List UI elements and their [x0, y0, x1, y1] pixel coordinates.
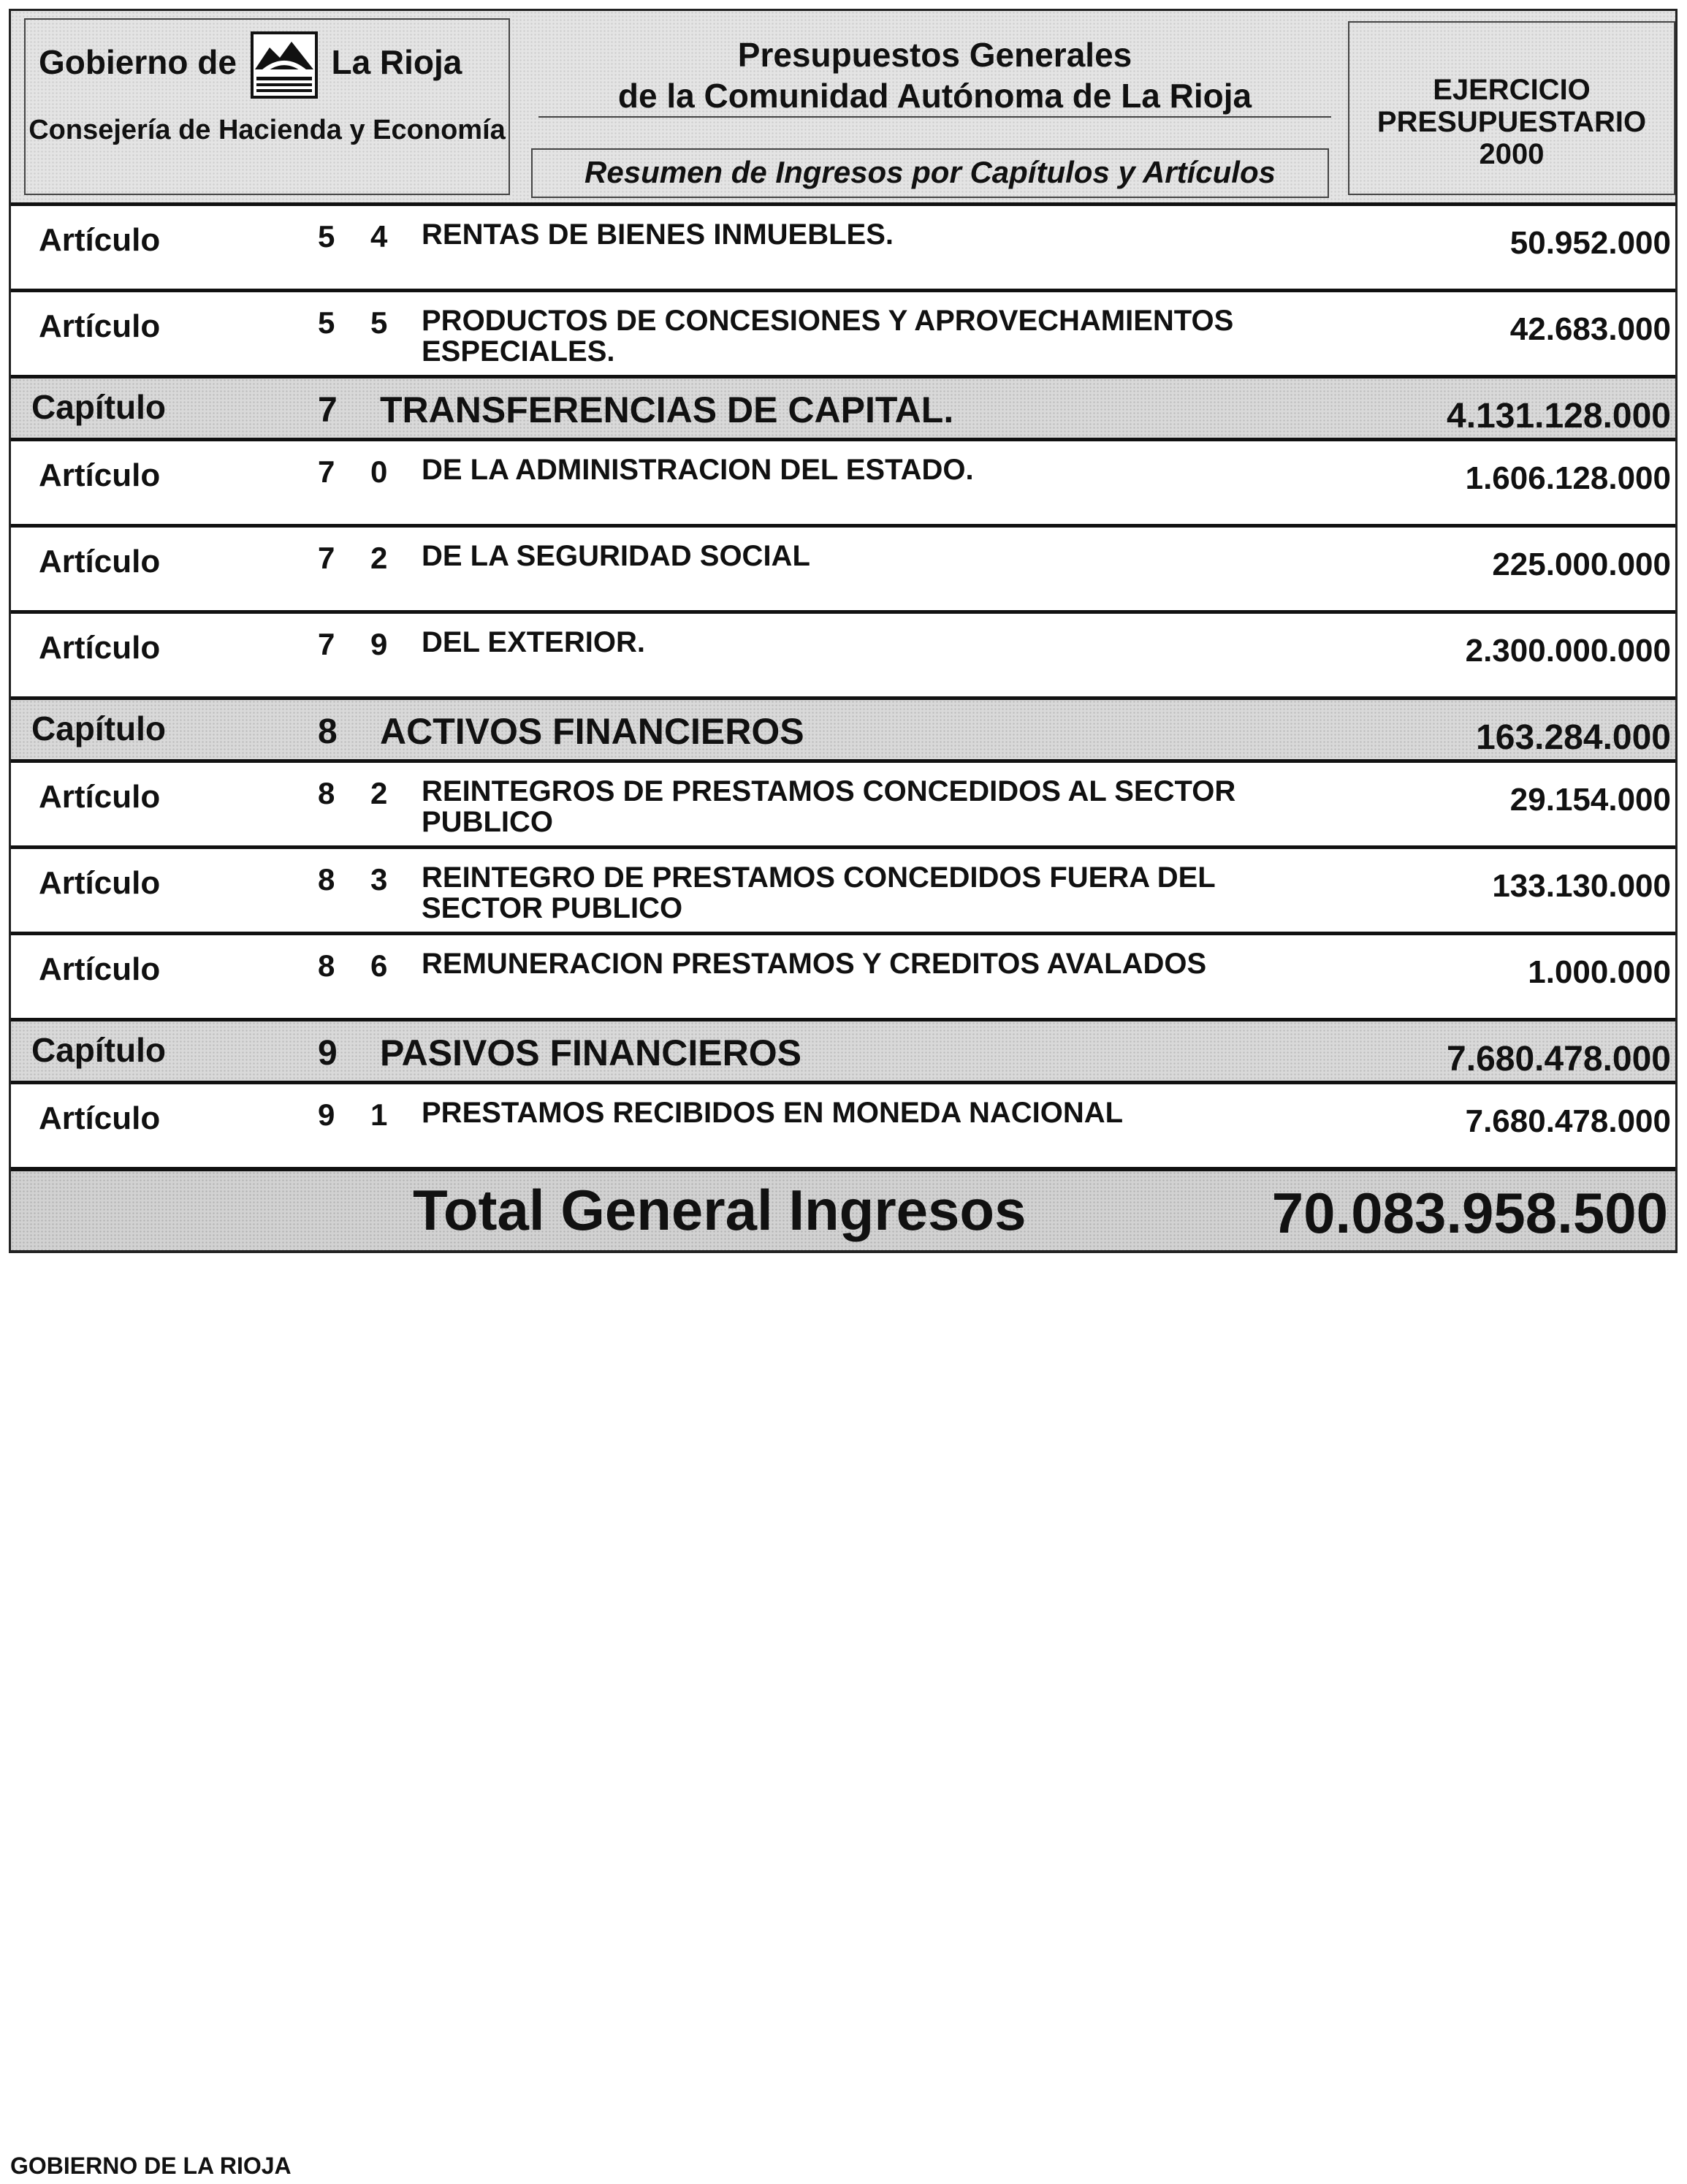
row-description: REINTEGROS DE PRESTAMOS CONCEDIDOS AL SECTOR PUBLICO: [422, 775, 1236, 838]
article-number: 3: [370, 862, 388, 897]
row-label: Capítulo: [31, 1031, 166, 1069]
budget-title-line1: Presupuestos Generales: [737, 36, 1132, 74]
budget-page: [9, 9, 1678, 1253]
fiscal-year-line1: EJERCICIO: [1433, 74, 1591, 106]
chapter-number: 8: [318, 712, 338, 751]
row-description: PASIVOS FINANCIEROS: [380, 1032, 801, 1073]
row-label: Capítulo: [31, 388, 166, 426]
article-row: [11, 845, 1675, 932]
row-amount: 225.000.000: [1492, 547, 1671, 582]
fiscal-year-value: 2000: [1479, 138, 1545, 170]
row-label: Artículo: [39, 457, 161, 493]
row-label: Artículo: [39, 544, 161, 579]
row-amount: 133.130.000: [1492, 868, 1671, 904]
total-amount: 70.083.958.500: [1271, 1181, 1668, 1245]
article-number: 2: [370, 776, 388, 810]
row-label: Capítulo: [31, 709, 166, 747]
row-description: RENTAS DE BIENES INMUEBLES.: [422, 218, 894, 251]
article-row: [11, 932, 1675, 1018]
article-row: [11, 1081, 1675, 1167]
chapter-number: 7: [318, 391, 338, 430]
row-description: DEL EXTERIOR.: [422, 626, 645, 658]
article-number: 1: [370, 1097, 388, 1132]
consejeria-label: Consejería de Hacienda y Economía: [28, 115, 506, 145]
fiscal-year-label: [1349, 74, 1674, 170]
row-amount: 2.300.000.000: [1465, 633, 1671, 669]
row-label: Artículo: [39, 865, 161, 901]
chapter-row: [11, 1018, 1675, 1081]
chapter-number: 8: [318, 948, 335, 983]
chapter-row: [11, 696, 1675, 759]
row-amount: 29.154.000: [1509, 782, 1671, 818]
row-description: REMUNERACION PRESTAMOS Y CREDITOS AVALADOS: [422, 948, 1207, 980]
article-row: [11, 202, 1675, 289]
fiscal-year-box: [1348, 21, 1675, 195]
government-title-right: La Rioja: [331, 43, 462, 82]
chapter-number: 7: [318, 627, 335, 661]
government-box: [24, 18, 510, 195]
row-description: TRANSFERENCIAS DE CAPITAL.: [380, 389, 954, 430]
article-row: [11, 610, 1675, 696]
revenue-rows: [11, 202, 1675, 1167]
row-description: PRODUCTOS DE CONCESIONES Y APROVECHAMIENTOS ESPECIALES.: [422, 305, 1234, 368]
row-amount: 163.284.000: [1476, 718, 1671, 757]
article-number: 9: [370, 627, 388, 661]
article-row: [11, 524, 1675, 610]
row-label: Artículo: [39, 951, 161, 987]
row-label: Artículo: [39, 1100, 161, 1136]
chapter-number: 8: [318, 776, 335, 810]
budget-title-line2: de la Comunidad Autónoma de La Rioja: [617, 77, 1252, 115]
budget-title: [531, 34, 1338, 116]
fiscal-year-line2: PRESUPUESTARIO: [1376, 106, 1647, 138]
row-label: Artículo: [39, 222, 161, 258]
row-amount: 4.131.128.000: [1447, 397, 1671, 435]
article-number: 0: [370, 454, 388, 489]
title-divider: [538, 116, 1331, 118]
la-rioja-logo-icon: [251, 31, 318, 99]
chapter-number: 5: [318, 219, 335, 254]
row-description: DE LA SEGURIDAD SOCIAL: [422, 540, 810, 572]
row-amount: 42.683.000: [1509, 311, 1671, 347]
summary-subtitle: Resumen de Ingresos por Capítulos y Artículos: [531, 148, 1329, 198]
government-title: [39, 31, 462, 99]
article-number: 2: [370, 541, 388, 575]
article-row: [11, 289, 1675, 375]
row-label: Artículo: [39, 630, 161, 666]
government-title-left: Gobierno de: [39, 43, 237, 82]
row-description: DE LA ADMINISTRACION DEL ESTADO.: [422, 454, 974, 486]
chapter-row: [11, 375, 1675, 438]
footer-text: GOBIERNO DE LA RIOJA: [10, 2153, 292, 2179]
row-amount: 7.680.478.000: [1447, 1040, 1671, 1078]
chapter-number: 5: [318, 305, 335, 340]
revenue-table: [9, 202, 1678, 1253]
row-amount: 1.606.128.000: [1465, 460, 1671, 496]
row-label: Artículo: [39, 308, 161, 344]
chapter-number: 7: [318, 454, 335, 489]
row-amount: 7.680.478.000: [1465, 1103, 1671, 1139]
chapter-number: 7: [318, 541, 335, 575]
row-description: PRESTAMOS RECIBIDOS EN MONEDA NACIONAL: [422, 1097, 1124, 1129]
document-header: [9, 9, 1678, 202]
row-description: REINTEGRO DE PRESTAMOS CONCEDIDOS FUERA DEL SECTOR PUBLICO: [422, 861, 1216, 924]
article-number: 6: [370, 948, 388, 983]
row-description: ACTIVOS FINANCIEROS: [380, 711, 804, 752]
chapter-number: 9: [318, 1034, 338, 1073]
row-amount: 50.952.000: [1509, 225, 1671, 261]
article-number: 5: [370, 305, 388, 340]
chapter-number: 8: [318, 862, 335, 897]
article-row: [11, 759, 1675, 845]
row-amount: 1.000.000: [1528, 954, 1671, 990]
total-label: Total General Ingresos: [413, 1178, 1027, 1242]
article-row: [11, 438, 1675, 524]
row-label: Artículo: [39, 779, 161, 815]
article-number: 4: [370, 219, 388, 254]
total-row: [11, 1167, 1675, 1253]
chapter-number: 9: [318, 1097, 335, 1132]
budget-title-box: [531, 18, 1338, 195]
